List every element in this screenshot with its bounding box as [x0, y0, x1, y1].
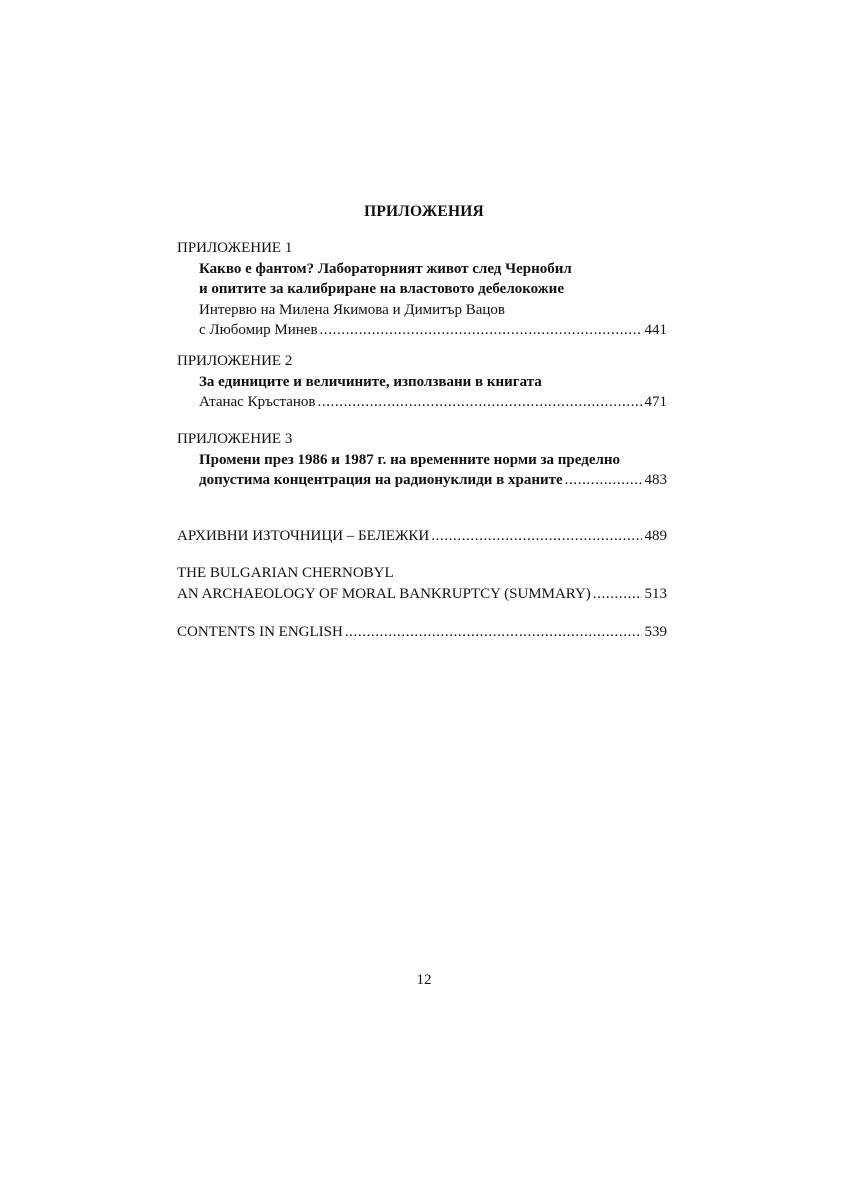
- dot-leader: [565, 470, 642, 491]
- appendix-label: ПРИЛОЖЕНИЕ 3: [177, 431, 293, 447]
- appendix-title-line: допустима концентрация на радионуклиди в храните: [199, 472, 563, 488]
- dot-leader: [593, 584, 642, 605]
- page-title: ПРИЛОЖЕНИЯ: [364, 203, 484, 220]
- appendix-title-line: Какво е фантом? Лабораторният живот след Чернобил: [199, 260, 572, 277]
- toc-entry-appendix-1: [177, 238, 667, 341]
- page-ref: 483: [644, 472, 667, 488]
- page-ref: 539: [644, 624, 667, 640]
- toc-leader-row: [177, 470, 667, 491]
- toc-entry-archives: [177, 526, 667, 547]
- appendix-title-line: и опитите за калибриране на властовото дебелокожие: [199, 281, 564, 297]
- page-ref: 471: [644, 394, 667, 410]
- appendix-title-line: Промени през 1986 и 1987 г. на временните норми за пределно: [199, 451, 621, 468]
- dot-leader: [320, 320, 642, 341]
- page-ref: 513: [644, 585, 667, 602]
- toc-leader-row: [177, 526, 667, 547]
- summary-line: THE BULGARIAN CHERNOBYL: [177, 565, 394, 581]
- toc-entry-contents-english: [177, 622, 667, 643]
- appendix-label: ПРИЛОЖЕНИЕ 2: [177, 353, 293, 369]
- page-ref: 441: [644, 322, 667, 338]
- dot-leader: [345, 622, 642, 643]
- dot-leader: [318, 392, 642, 413]
- appendix-label: ПРИЛОЖЕНИЕ 1: [177, 240, 293, 256]
- toc-leader-row: [177, 622, 667, 643]
- dot-leader: [431, 526, 641, 547]
- appendix-title-line: За единиците и величините, използвани в книгата: [199, 373, 542, 390]
- toc-leader-row: [177, 392, 667, 413]
- toc-entry-appendix-2: [177, 351, 667, 413]
- summary-line: AN ARCHAEOLOGY OF MORAL BANKRUPTCY (SUMMARY): [177, 585, 591, 602]
- toc-leader-row: [177, 584, 667, 605]
- archives-label: АРХИВНИ ИЗТОЧНИЦИ – БЕЛЕЖКИ: [177, 528, 430, 544]
- contents-english-label: CONTENTS IN ENGLISH: [177, 624, 343, 640]
- toc-entry-appendix-3: [177, 429, 667, 491]
- toc-entry-summary: [177, 563, 667, 604]
- toc-leader-row: [177, 320, 667, 341]
- page-number: 12: [416, 972, 432, 988]
- appendix-author-line: Атанас Кръстанов: [199, 394, 316, 410]
- appendix-author-line: с Любомир Минев: [199, 322, 318, 338]
- page-ref: 489: [644, 528, 667, 544]
- appendix-author-line: Интервю на Милена Якимова и Димитър Вацов: [199, 301, 505, 318]
